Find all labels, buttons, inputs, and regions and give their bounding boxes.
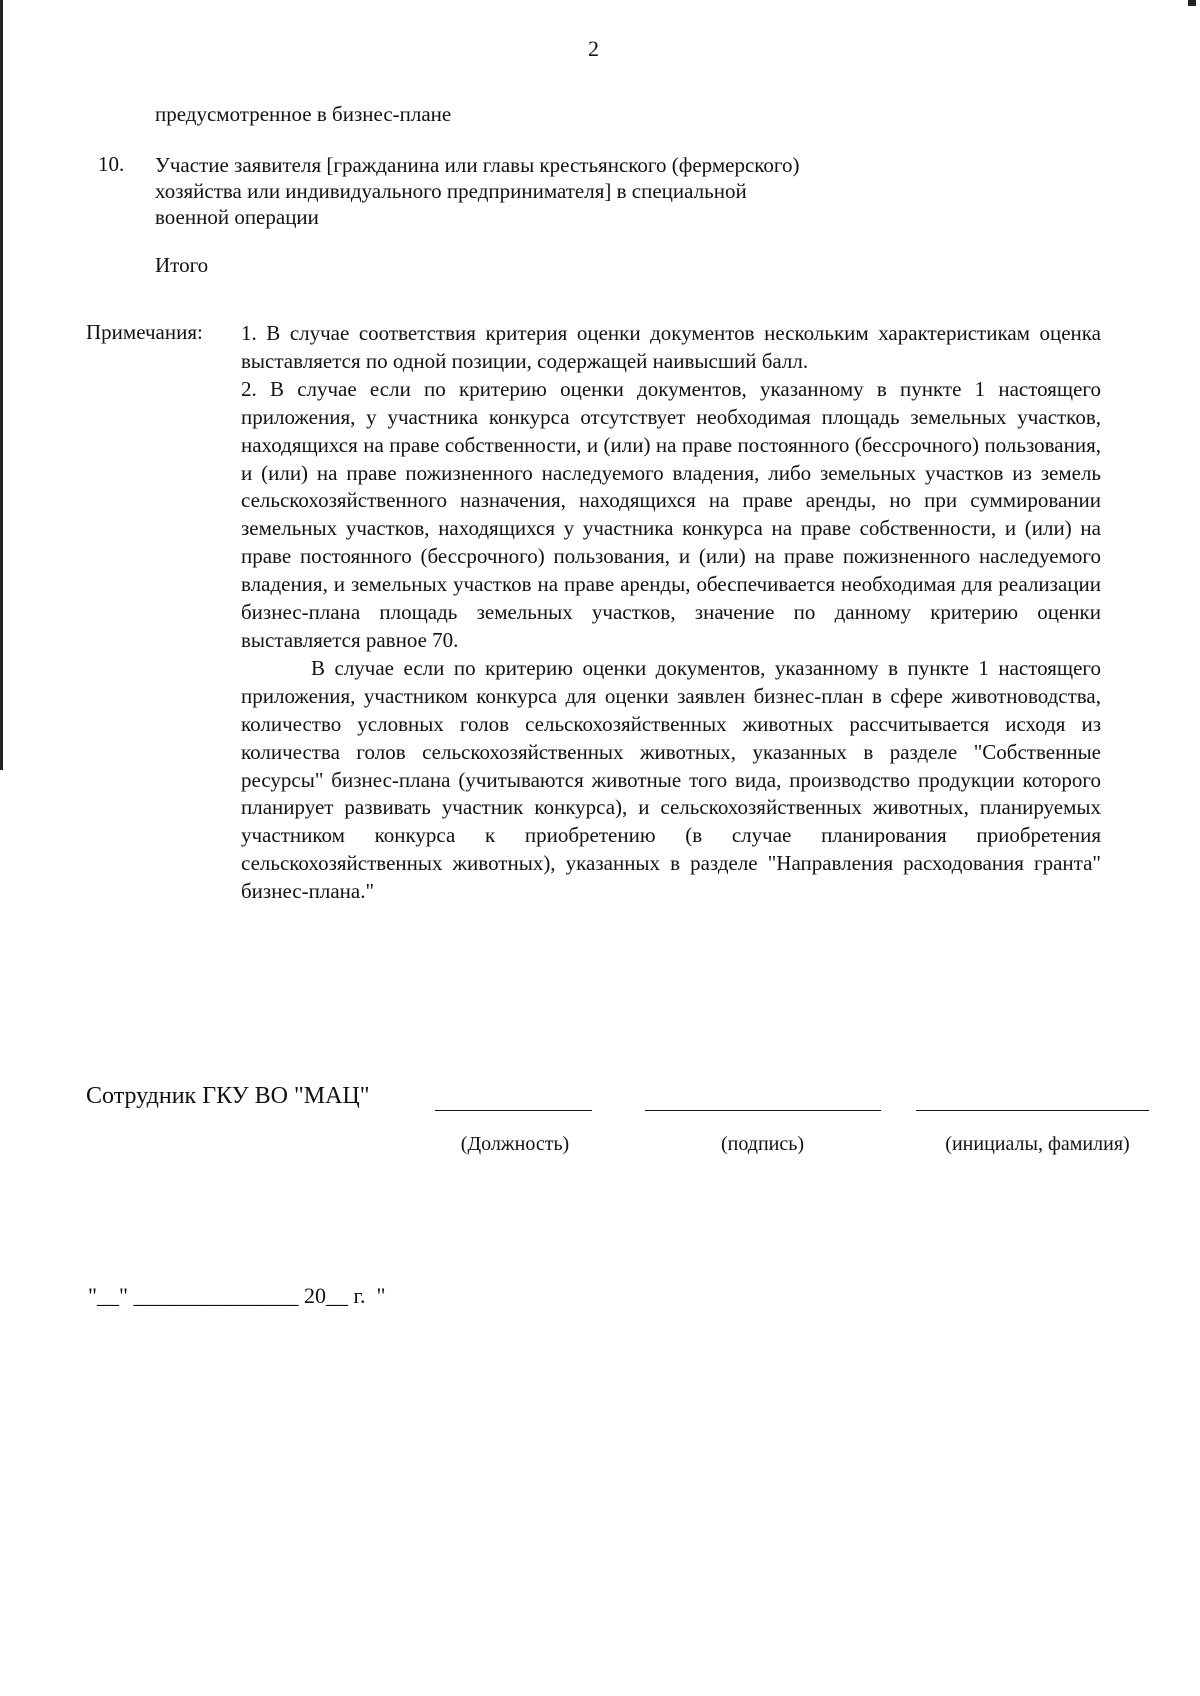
note-paragraph-2: 2. В случае если по критерию оценки документов, указанному в пункте 1 настоящего приложения, у участника конкурса отсутствует необходимая площадь земельных участков, находящихся на праве собственности, и (или) на праве постоянного (бессрочного) пользования, и (или) на праве пожизненного наследуемого владения, либо земельных участков из земель сельскохозяйственного назначения, находящихся на праве аренды, но при суммировании земельных участков, находящихся у участника конкурса на праве собственности, и (или) на праве постоянного (бессрочного) пользования, и (или) на праве пожизненного наследуемого владения, и земельных участков на праве аренды, обеспечивается необходимая для реализации бизнес-плана площадь земельных участков, значение по данному критерию оценки выставляется равное 70.: [241, 376, 1101, 652]
employee-label: Сотрудник ГКУ ВО "МАЦ": [86, 1083, 370, 1109]
notes-label: Примечания:: [86, 320, 203, 344]
continued-text: предусмотренное в бизнес-плане: [155, 102, 452, 126]
total-label: Итого: [155, 253, 209, 277]
position-line: [435, 1110, 592, 1111]
name-caption: (инициалы, фамилия): [945, 1133, 1130, 1155]
note-paragraph-3: В случае если по критерию оценки документов, указанному в пункте 1 настоящего приложения, участником конкурса для оценки заявлен бизнес-план в сфере животноводства, количество условных голов сельскохозяйственных животных рассчитывается исходя из количества голов сельскохозяйственных животных, указанных в разделе "Собственные ресурсы" бизнес-плана (учитываются животные того вида, производство продукции которого планирует развивать участник конкурса), и сельскохозяйственных животных, планируемых участником конкурса к приобретению (в случае планирования приобретения сельскохозяйственных животных), указанных в разделе "Направления расходования гранта" бизнес-плана.": [241, 655, 1101, 904]
signature-line: [645, 1110, 881, 1111]
note-paragraph-1: 1. В случае соответствия критерия оценки документов нескольким характеристикам оценка выставляется по одной позиции, содержащей наивысший балл.: [241, 321, 1101, 373]
position-caption: (Должность): [460, 1133, 570, 1155]
item-text-line: военной операции: [155, 205, 319, 229]
scan-edge-mark: [0, 0, 3, 770]
date-line: "__" _______________ 20__ г. ": [88, 1283, 386, 1308]
page-number: 2: [588, 36, 599, 61]
item-text-line: хозяйства или индивидуального предпринимателя] в специальной: [155, 179, 747, 203]
notes-body: [241, 320, 1101, 906]
item-text: [155, 152, 915, 230]
name-line: [916, 1110, 1149, 1111]
scan-corner-mark: [1188, 0, 1196, 6]
item-text-line: Участие заявителя [гражданина или главы крестьянского (фермерского): [155, 153, 800, 177]
item-number: 10.: [98, 152, 125, 176]
signature-caption: (подпись): [720, 1133, 805, 1155]
